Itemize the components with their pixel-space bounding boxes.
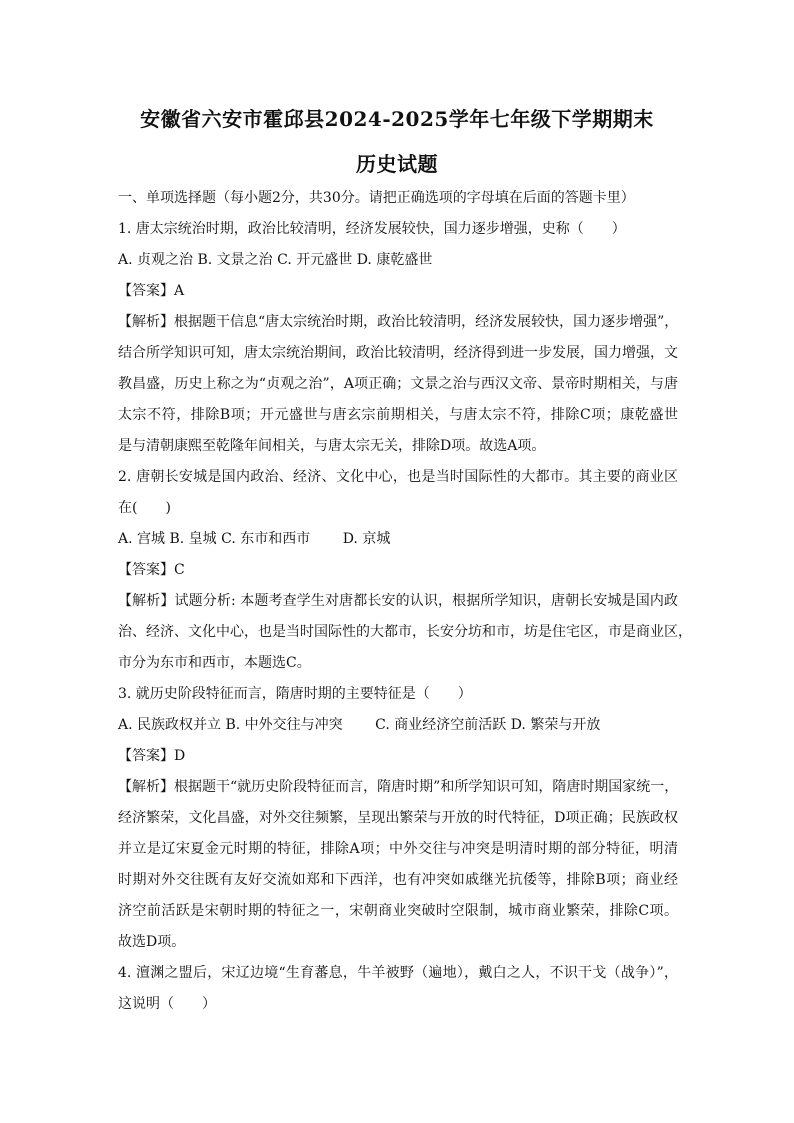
option-c: C. 东市和西市: [221, 531, 311, 547]
option-a: A. 贞观之治: [118, 252, 194, 268]
question-3-analysis-line: 故选D项。: [118, 934, 186, 950]
question-3-analysis-line: 经济繁荣，文化昌盛，对外交往频繁，呈现出繁荣与开放的时代特征，D项正确；民族政权: [118, 810, 678, 826]
option-a: A. 民族政权并立: [118, 717, 222, 733]
option-a: A. 宫城: [118, 531, 166, 547]
option-b: B. 皇城: [169, 531, 217, 547]
question-4-stem: 4. 澶渊之盟后，宋辽边境“生育蕃息，牛羊被野（遍地），戴白之人，不识干戈（战争）”，: [118, 965, 678, 981]
question-2-analysis-line: 【解析】试题分析: 本题考查学生对唐都长安的认识，根据所学知识，唐朝长安城是国内政: [118, 593, 678, 609]
question-3-stem: 3. 就历史阶段特征而言，隋唐时期的主要特征是（ ）: [118, 686, 472, 702]
question-2-stem: 2. 唐朝长安城是国内政治、经济、文化中心，也是当时国际性的大都市。其主要的商业区: [118, 469, 678, 485]
question-1-analysis-line: 【解析】根据题干信息“唐太宗统治时期，政治比较清明，经济发展较快，国力逐步增强”，: [118, 314, 679, 330]
question-3-analysis-line: 济空前活跃是宋朝时期的特征之一，宋朝商业突破时空限制，城市商业繁荣，排除C项。: [118, 903, 678, 919]
option-d: D. 康乾盛世: [356, 252, 433, 268]
question-1-stem: 1. 唐太宗统治时期，政治比较清明，经济发展较快，国力逐步增强，史称（ ）: [118, 221, 626, 237]
question-4-stem: 这说明（ ）: [118, 996, 216, 1012]
option-d: D. 京城: [342, 531, 391, 547]
question-2-analysis-line: 市分为东市和西市，本题选C。: [118, 655, 311, 671]
question-1-analysis-line: 教昌盛，历史上称之为“贞观之治”，A项正确；文景之治与西汉文帝、景帝时期相关，与唐: [118, 376, 678, 392]
option-d: D. 繁荣与开放: [510, 717, 601, 733]
question-1-analysis-line: 结合所学知识可知，唐太宗统治期间，政治比较清明，经济得到进一步发展，国力增强，文: [118, 345, 678, 361]
section-header: 一、单项选择题（每小题2分，共30分。请把正确选项的字母填在后面的答题卡里）: [118, 190, 635, 206]
question-1-analysis-line: 是与清朝康熙至乾隆年间相关，与唐太宗无关，排除D项。故选A项。: [118, 438, 546, 454]
question-2-stem: 在( ): [118, 500, 171, 516]
question-3-analysis-line: 时期对外交往既有友好交流如郑和下西洋，也有冲突如戚继光抗倭等，排除B项；商业经: [118, 872, 678, 888]
document-subtitle: 历史试题: [356, 152, 438, 176]
question-2-answer: 【答案】C: [118, 562, 185, 578]
question-3-analysis-line: 【解析】根据题干“就历史阶段特征而言，隋唐时期”和所学知识可知，隋唐时期国家统一，: [118, 779, 679, 795]
question-2-analysis-line: 治、经济、文化中心，也是当时国际性的大都市，长安分坊和市，坊是住宅区，市是商业区，: [118, 624, 692, 640]
question-1-options: [118, 252, 678, 268]
question-2-options: [118, 531, 678, 547]
question-3-options: [118, 717, 678, 733]
option-c: C. 商业经济空前活跃: [375, 717, 507, 733]
document-title: 安徽省六安市霍邱县2024-2025学年七年级下学期期末: [140, 107, 654, 131]
question-1-analysis-line: 太宗不符，排除B项；开元盛世与唐玄宗前期相关，与唐太宗不符，排除C项；康乾盛世: [118, 407, 678, 423]
question-1-answer: 【答案】A: [118, 283, 185, 299]
question-3-analysis-line: 并立是辽宋夏金元时期的特征，排除A项；中外交往与冲突是明清时期的部分特征，明清: [118, 841, 678, 857]
option-b: B. 文景之治: [197, 252, 273, 268]
option-c: C. 开元盛世: [277, 252, 353, 268]
option-b: B. 中外交往与冲突: [225, 717, 343, 733]
question-3-answer: 【答案】D: [118, 748, 186, 764]
